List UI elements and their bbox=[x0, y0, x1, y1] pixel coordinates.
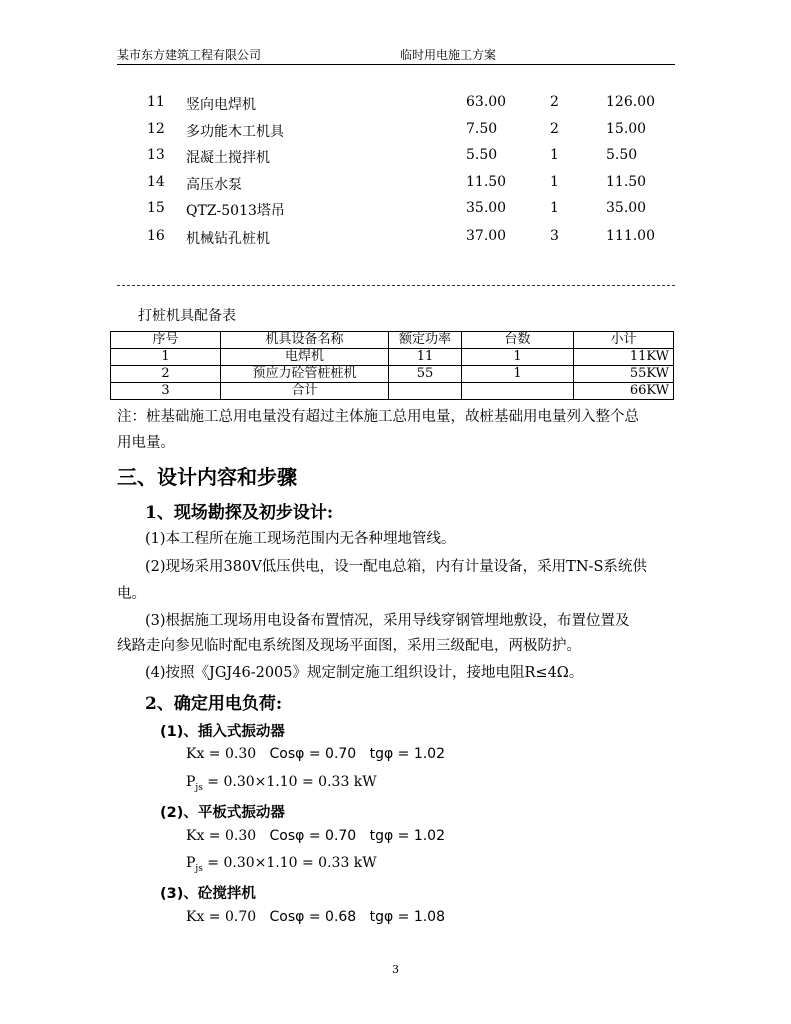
subsection-title: 1、现场勘探及初步设计: bbox=[145, 503, 334, 523]
equipment-no: 11 bbox=[147, 94, 165, 110]
paragraph: (4)按照《JGJ46-2005》规定制定施工组织设计，接地电阻R≤4Ω。 bbox=[145, 665, 584, 681]
equipment-total: 126.00 bbox=[606, 94, 655, 110]
table-cell: 55KW bbox=[574, 366, 674, 383]
equipment-power: 37.00 bbox=[466, 228, 507, 244]
table-header-cell: 额定功率 bbox=[389, 332, 462, 349]
table-row bbox=[111, 383, 674, 400]
equipment-name: 混凝土搅拌机 bbox=[186, 150, 270, 166]
piling-equipment-table bbox=[110, 331, 674, 400]
equipment-count: 2 bbox=[550, 94, 559, 110]
pjs-line bbox=[186, 774, 377, 793]
table-cell: 1 bbox=[111, 349, 221, 366]
equipment-power: 63.00 bbox=[466, 94, 507, 110]
table-cell: 66KW bbox=[574, 383, 674, 400]
table-cell: 3 bbox=[111, 383, 221, 400]
equipment-name: QTZ-5013塔吊 bbox=[186, 203, 285, 219]
coefficient-line bbox=[186, 828, 445, 844]
paragraph: (1)本工程所在施工现场范围内无各种埋地管线。 bbox=[145, 531, 456, 547]
table-cell: 合计 bbox=[221, 383, 389, 400]
equipment-no: 14 bbox=[147, 174, 165, 190]
pjs-symbol: P bbox=[186, 855, 196, 871]
subsection-title: 2、确定用电负荷: bbox=[145, 694, 283, 714]
pjs-symbol: P bbox=[186, 774, 196, 790]
table-header-cell: 机具设备名称 bbox=[221, 332, 389, 349]
kx-value: Kx = 0.30 bbox=[186, 828, 257, 844]
cos-value: Cosφ = 0.68 bbox=[269, 909, 357, 925]
table-cell: 11KW bbox=[574, 349, 674, 366]
equipment-total: 111.00 bbox=[606, 228, 655, 244]
load-item-title: (2)、平板式振动器 bbox=[160, 805, 285, 821]
section-title: 三、设计内容和步骤 bbox=[117, 465, 297, 489]
equipment-power: 7.50 bbox=[466, 121, 498, 137]
equipment-total: 15.00 bbox=[606, 121, 647, 137]
page-number: 3 bbox=[392, 963, 399, 976]
table-cell: 11 bbox=[389, 349, 462, 366]
equipment-name: 高压水泵 bbox=[186, 177, 242, 193]
table-row bbox=[111, 366, 674, 383]
kx-value: Kx = 0.70 bbox=[186, 909, 257, 925]
equipment-total: 5.50 bbox=[606, 147, 638, 163]
table-header-row bbox=[111, 332, 674, 349]
equipment-count: 1 bbox=[550, 174, 559, 190]
table-cell bbox=[462, 383, 574, 400]
cos-value: Cosφ = 0.70 bbox=[269, 746, 357, 762]
equipment-power: 5.50 bbox=[466, 147, 498, 163]
pjs-expression: = 0.30×1.10 = 0.33 kW bbox=[202, 774, 377, 790]
note-line-1: 注：桩基础施工总用电量没有超过主体施工总用电量，故桩基础用电量列入整个总 bbox=[117, 409, 639, 425]
cos-value: Cosφ = 0.70 bbox=[269, 828, 357, 844]
tg-value: tgφ = 1.02 bbox=[369, 828, 445, 844]
coefficient-line bbox=[186, 909, 445, 925]
load-item-title: (3)、砼搅拌机 bbox=[160, 886, 256, 902]
equipment-power: 11.50 bbox=[466, 174, 507, 190]
coefficient-line bbox=[186, 746, 445, 762]
tg-value: tgφ = 1.08 bbox=[369, 909, 445, 925]
equipment-count: 1 bbox=[550, 147, 559, 163]
table-cell: 55 bbox=[389, 366, 462, 383]
paragraph: 电。 bbox=[117, 586, 146, 602]
table-cell: 1 bbox=[462, 366, 574, 383]
table-header-cell: 台数 bbox=[462, 332, 574, 349]
table-header-cell: 小计 bbox=[574, 332, 674, 349]
table-row bbox=[111, 349, 674, 366]
dashed-divider bbox=[117, 285, 675, 286]
table-cell bbox=[389, 383, 462, 400]
table-caption: 打桩机具配备表 bbox=[138, 308, 236, 324]
paragraph: (3)根据施工现场用电设备布置情况，采用导线穿钢管埋地敷设，布置位置及 bbox=[145, 613, 630, 629]
pjs-subscript: js bbox=[195, 782, 203, 793]
equipment-name: 竖向电焊机 bbox=[186, 97, 256, 113]
tg-value: tgφ = 1.02 bbox=[369, 746, 445, 762]
equipment-name: 机械钻孔桩机 bbox=[186, 231, 270, 247]
pjs-subscript: js bbox=[195, 863, 203, 874]
equipment-power: 35.00 bbox=[466, 200, 507, 216]
equipment-no: 16 bbox=[147, 228, 165, 244]
table-cell: 2 bbox=[111, 366, 221, 383]
table-cell: 预应力砼管桩桩机 bbox=[221, 366, 389, 383]
equipment-no: 12 bbox=[147, 121, 165, 137]
load-item-title: (1)、插入式振动器 bbox=[160, 724, 285, 740]
table-cell: 电焊机 bbox=[221, 349, 389, 366]
equipment-no: 15 bbox=[147, 200, 165, 216]
equipment-count: 1 bbox=[550, 200, 559, 216]
equipment-no: 13 bbox=[147, 147, 165, 163]
table-header-cell: 序号 bbox=[111, 332, 221, 349]
note-line-2: 用电量。 bbox=[117, 435, 175, 451]
pjs-line bbox=[186, 855, 377, 874]
header-doc-title: 临时用电施工方案 bbox=[400, 48, 497, 62]
equipment-name: 多功能木工机具 bbox=[186, 124, 284, 140]
equipment-count: 3 bbox=[550, 228, 559, 244]
equipment-count: 2 bbox=[550, 121, 559, 137]
kx-value: Kx = 0.30 bbox=[186, 746, 257, 762]
equipment-total: 11.50 bbox=[606, 174, 647, 190]
paragraph: (2)现场采用380V低压供电，设一配电总箱，内有计量设备，采用TN-S系统供 bbox=[145, 559, 647, 575]
paragraph: 线路走向参见临时配电系统图及现场平面图，采用三级配电，两极防护。 bbox=[117, 638, 581, 654]
header-divider bbox=[117, 64, 675, 65]
pjs-expression: = 0.30×1.10 = 0.33 kW bbox=[202, 855, 377, 871]
table-cell: 1 bbox=[462, 349, 574, 366]
header-company: 某市东方建筑工程有限公司 bbox=[117, 48, 262, 62]
equipment-total: 35.00 bbox=[606, 200, 647, 216]
